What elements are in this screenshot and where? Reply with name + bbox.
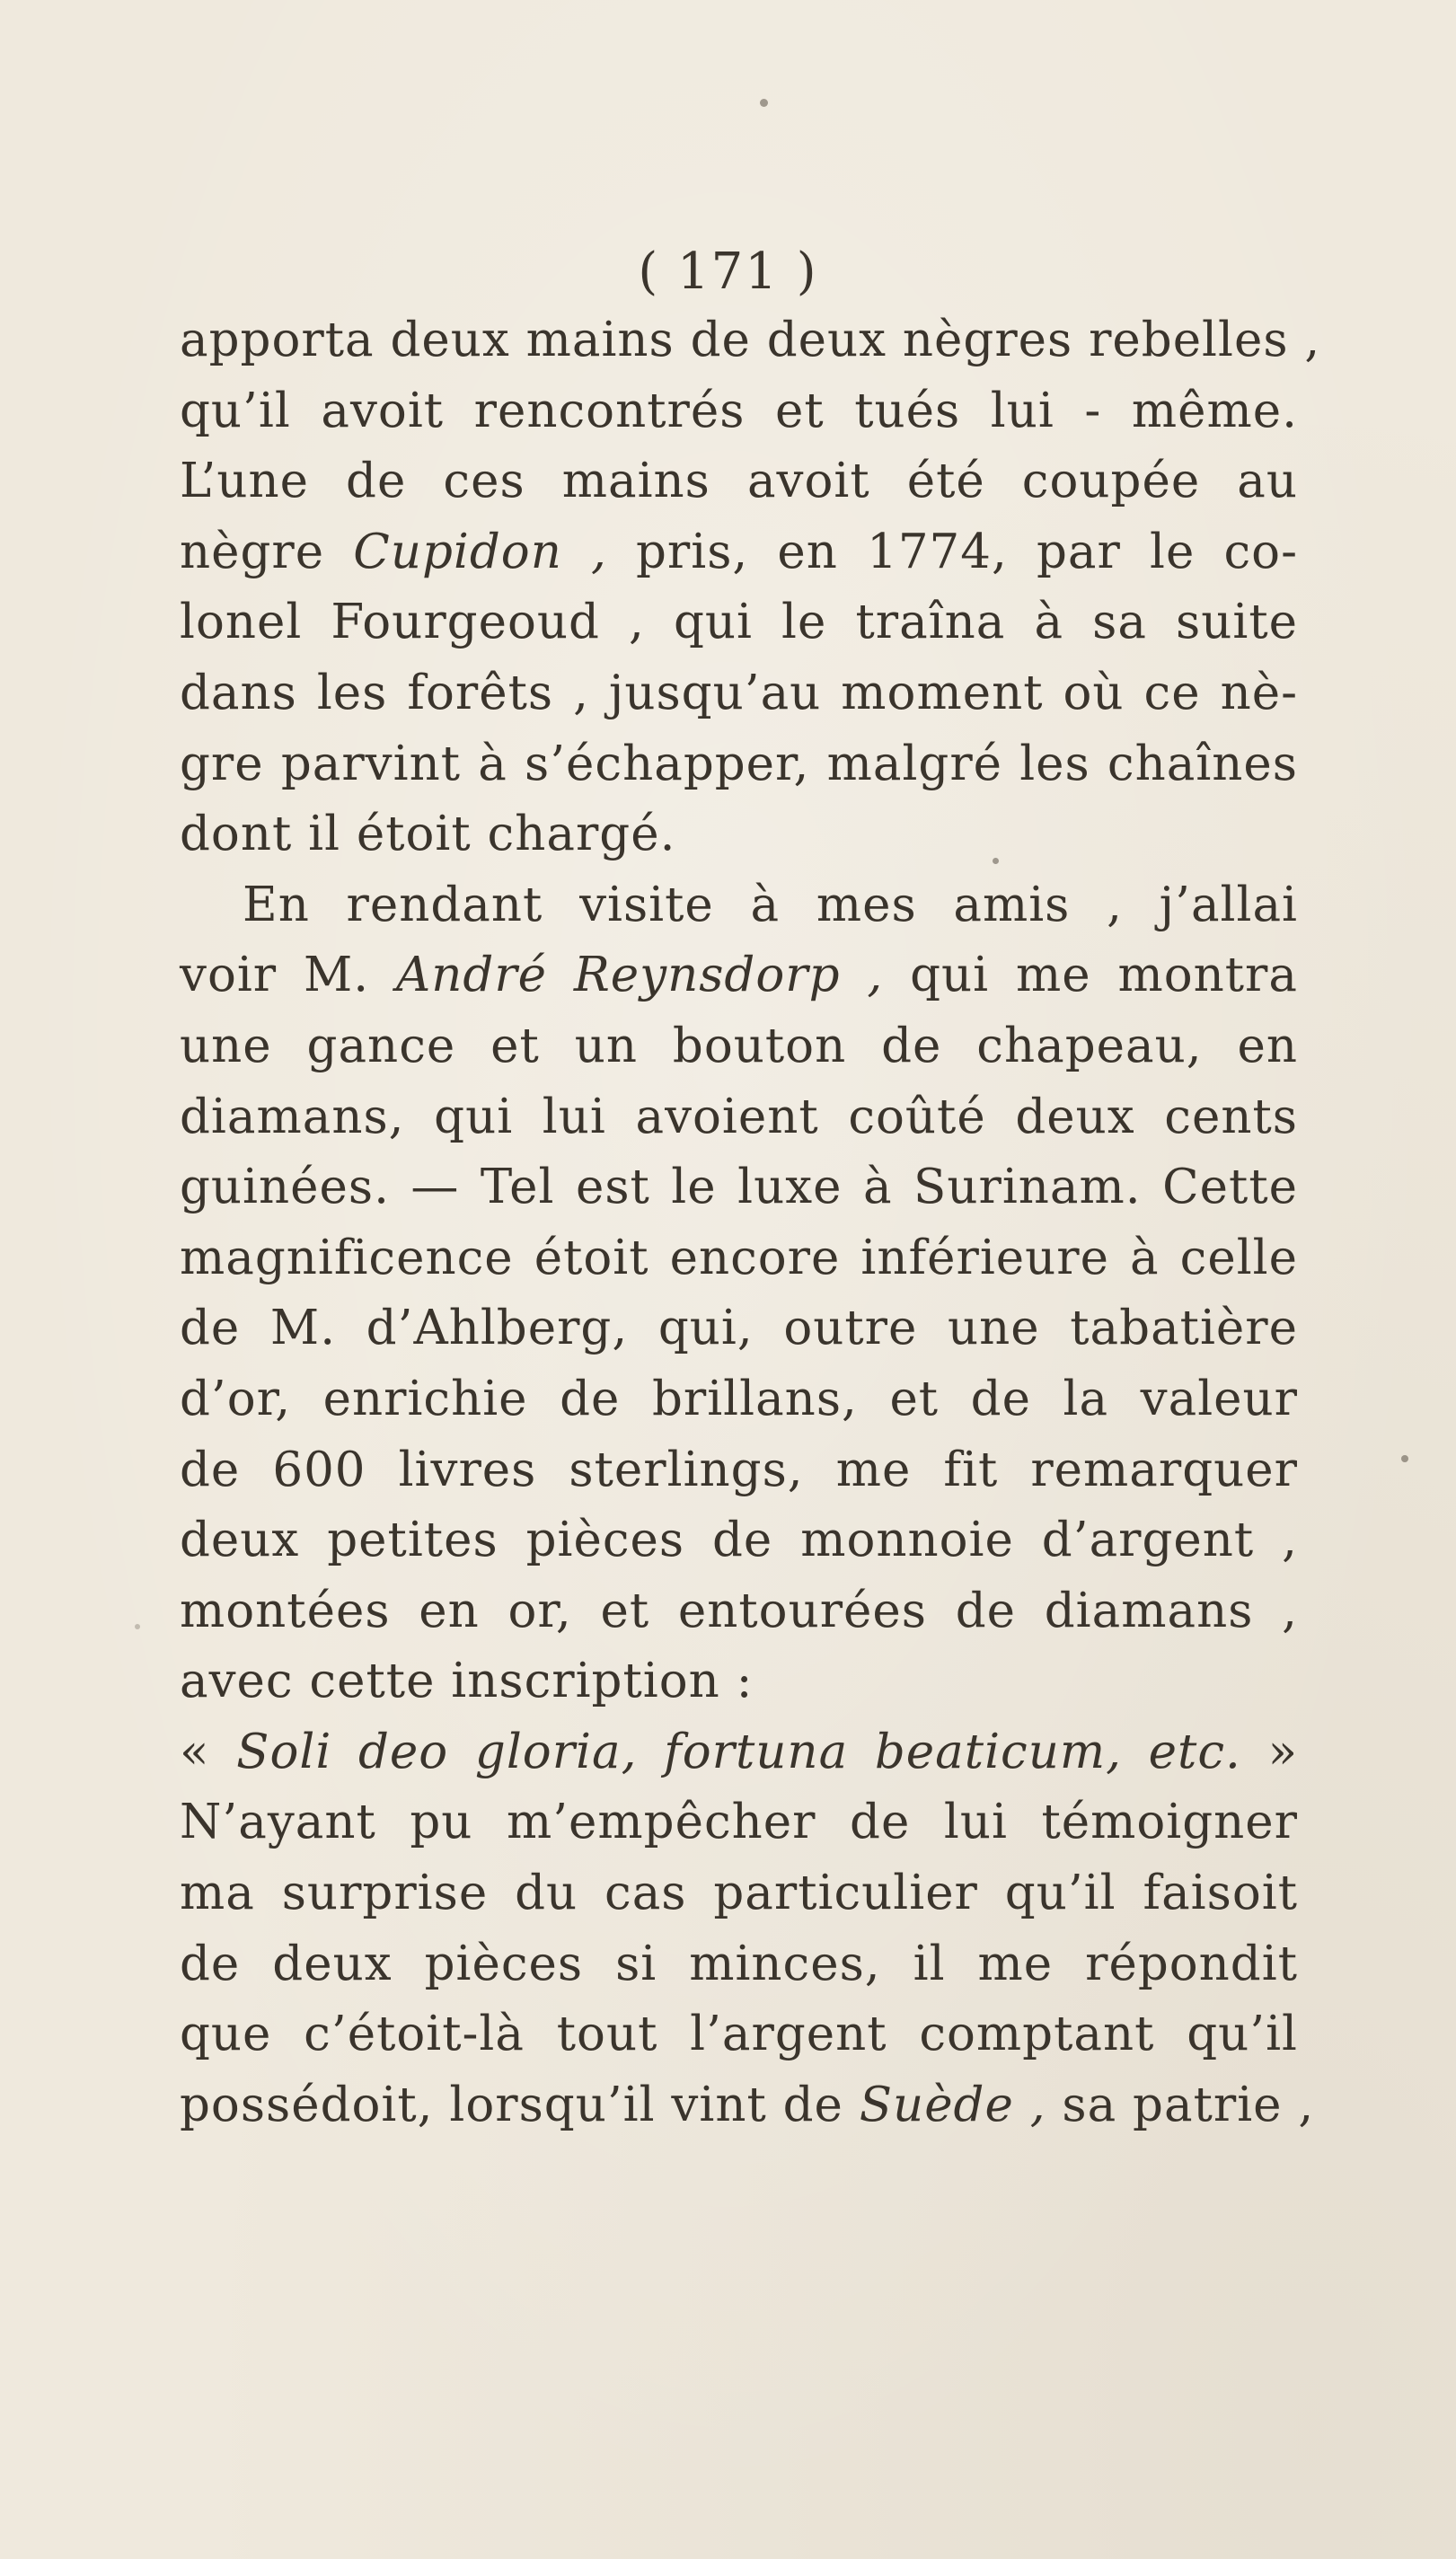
text-line — [180, 1011, 1298, 1082]
text-segment: qui me montra — [883, 948, 1298, 1003]
text-line — [180, 1505, 1298, 1576]
text-segment: qu’il avoit rencontrés et tués lui - même. — [180, 383, 1298, 438]
text-line — [180, 658, 1298, 729]
text-line — [180, 799, 1298, 870]
text-segment: diamans, qui lui avoient coûté deux cents — [180, 1089, 1298, 1144]
text-line — [180, 1364, 1298, 1435]
text-line — [180, 2070, 1315, 2141]
text-segment: que c’étoit-là tout l’argent comptant qu’il — [180, 2007, 1298, 2062]
ink-speck — [135, 1624, 140, 1629]
text-segment: possédoit, lorsqu’il vint de — [180, 2077, 860, 2132]
ink-speck — [993, 858, 999, 864]
text-segment: deux petites pièces de monnoie d’argent , — [180, 1513, 1298, 1568]
text-line — [180, 1787, 1298, 1858]
text-line — [180, 1858, 1298, 1929]
text-segment: « — [180, 1724, 237, 1779]
text-segment: sa patrie , — [1046, 2077, 1315, 2132]
text-segment: N’ayant pu m’empêcher de lui témoigner — [180, 1795, 1298, 1850]
text-segment: de M. d’Ahlberg, qui, outre une tabatière — [180, 1301, 1298, 1356]
text-line — [180, 446, 1298, 517]
ink-speck — [760, 99, 768, 107]
text-line — [180, 870, 1298, 941]
text-segment: nègre — [180, 524, 354, 579]
text-line — [180, 305, 1321, 376]
text-line — [180, 1435, 1298, 1506]
text-line — [180, 1576, 1298, 1647]
text-segment: d’or, enrichie de brillans, et de la valeur — [180, 1371, 1298, 1426]
page-number: ( 171 ) — [638, 243, 818, 301]
text-segment: de deux pièces si minces, il me répondit — [180, 1936, 1298, 1991]
text-line — [180, 587, 1298, 658]
text-line — [180, 1223, 1298, 1294]
text-line — [180, 1646, 1298, 1717]
text-segment: magnificence étoit encore inférieure à celle — [180, 1230, 1298, 1285]
text-segment: avec cette inscription : — [180, 1654, 754, 1709]
text-segment: ma surprise du cas particulier qu’il faisoit — [180, 1866, 1298, 1921]
italic-text: Suède , — [859, 2077, 1046, 2132]
text-line — [180, 1293, 1298, 1364]
text-segment: de 600 livres sterlings, me fit remarquer — [180, 1442, 1298, 1497]
body-text — [180, 305, 1321, 2140]
ink-speck — [1401, 1455, 1408, 1462]
text-segment: pris, en 1774, par le co- — [606, 524, 1298, 579]
text-segment: montées en or, et entourées de diamans , — [180, 1583, 1298, 1638]
text-line — [180, 1152, 1298, 1223]
text-line — [180, 1717, 1298, 1788]
text-line — [180, 1929, 1298, 2000]
italic-text: André Reynsdorp , — [395, 948, 884, 1003]
text-segment: dont il étoit chargé. — [180, 807, 676, 862]
text-segment: L’une de ces mains avoit été coupée au — [180, 454, 1298, 509]
text-segment: voir M. — [180, 948, 396, 1003]
text-line — [180, 940, 1298, 1011]
text-segment: guinées. — Tel est le luxe à Surinam. Cette — [180, 1160, 1298, 1215]
italic-text: Cupidon , — [353, 524, 607, 579]
text-line — [180, 1082, 1298, 1153]
italic-text: Soli deo gloria, fortuna beaticum, etc. — [236, 1724, 1241, 1779]
text-segment: dans les forêts , jusqu’au moment où ce nè- — [180, 665, 1298, 720]
text-segment: lonel Fourgeoud , qui le traîna à sa suite — [180, 595, 1298, 650]
text-line — [180, 729, 1298, 800]
text-line — [180, 517, 1298, 588]
text-segment: apporta deux mains de deux nègres rebelles , — [180, 313, 1321, 367]
text-segment: » — [1240, 1724, 1299, 1779]
text-segment: gre parvint à s’échapper, malgré les chaînes — [180, 736, 1298, 791]
text-line — [180, 376, 1298, 447]
text-segment: une gance et un bouton de chapeau, en — [180, 1018, 1298, 1073]
text-line — [180, 1999, 1298, 2070]
text-segment: En rendant visite à mes amis , j’allai — [243, 877, 1298, 932]
